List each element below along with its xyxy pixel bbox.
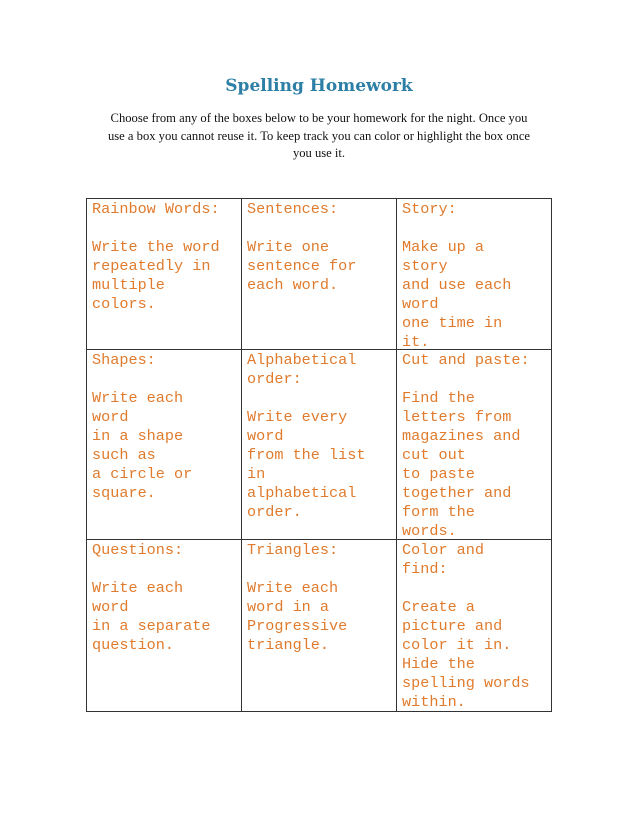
instructions-line: you use it. (292, 146, 346, 160)
homework-choice-table (86, 198, 552, 712)
instructions-line: Choose from any of the boxes below to be your homework for the night. Once you (110, 111, 528, 125)
instructions-line: use a box you cannot reuse it. To keep track you can color or highlight the box once (107, 128, 531, 143)
choice-box-questions: Questions: Write each word in a separate question. (87, 540, 242, 711)
choice-box-alphabetical-order: Alphabetical order: Write every word from the list in alphabetical order. (242, 350, 397, 540)
choice-box-story: Story: Make up a story and use each word one time in it. (397, 199, 551, 350)
choice-box-cut-and-paste: Cut and paste: Find the letters from magazines and cut out to paste together and form the words. (397, 350, 551, 540)
page-title: Spelling Homework (225, 76, 413, 96)
choice-box-rainbow-words: Rainbow Words: Write the word repeatedly in multiple colors. (87, 199, 242, 350)
choice-box-sentences: Sentences: Write one sentence for each word. (242, 199, 397, 350)
choice-box-color-and-find: Color and find: Create a picture and color it in. Hide the spelling words within. (402, 541, 530, 711)
choice-box-shapes: Shapes: Write each word in a shape such as a circle or square. (87, 350, 242, 540)
choice-box-triangles: Triangles: Write each word in a Progressive triangle. (242, 540, 397, 711)
instructions-paragraph (90, 110, 548, 163)
